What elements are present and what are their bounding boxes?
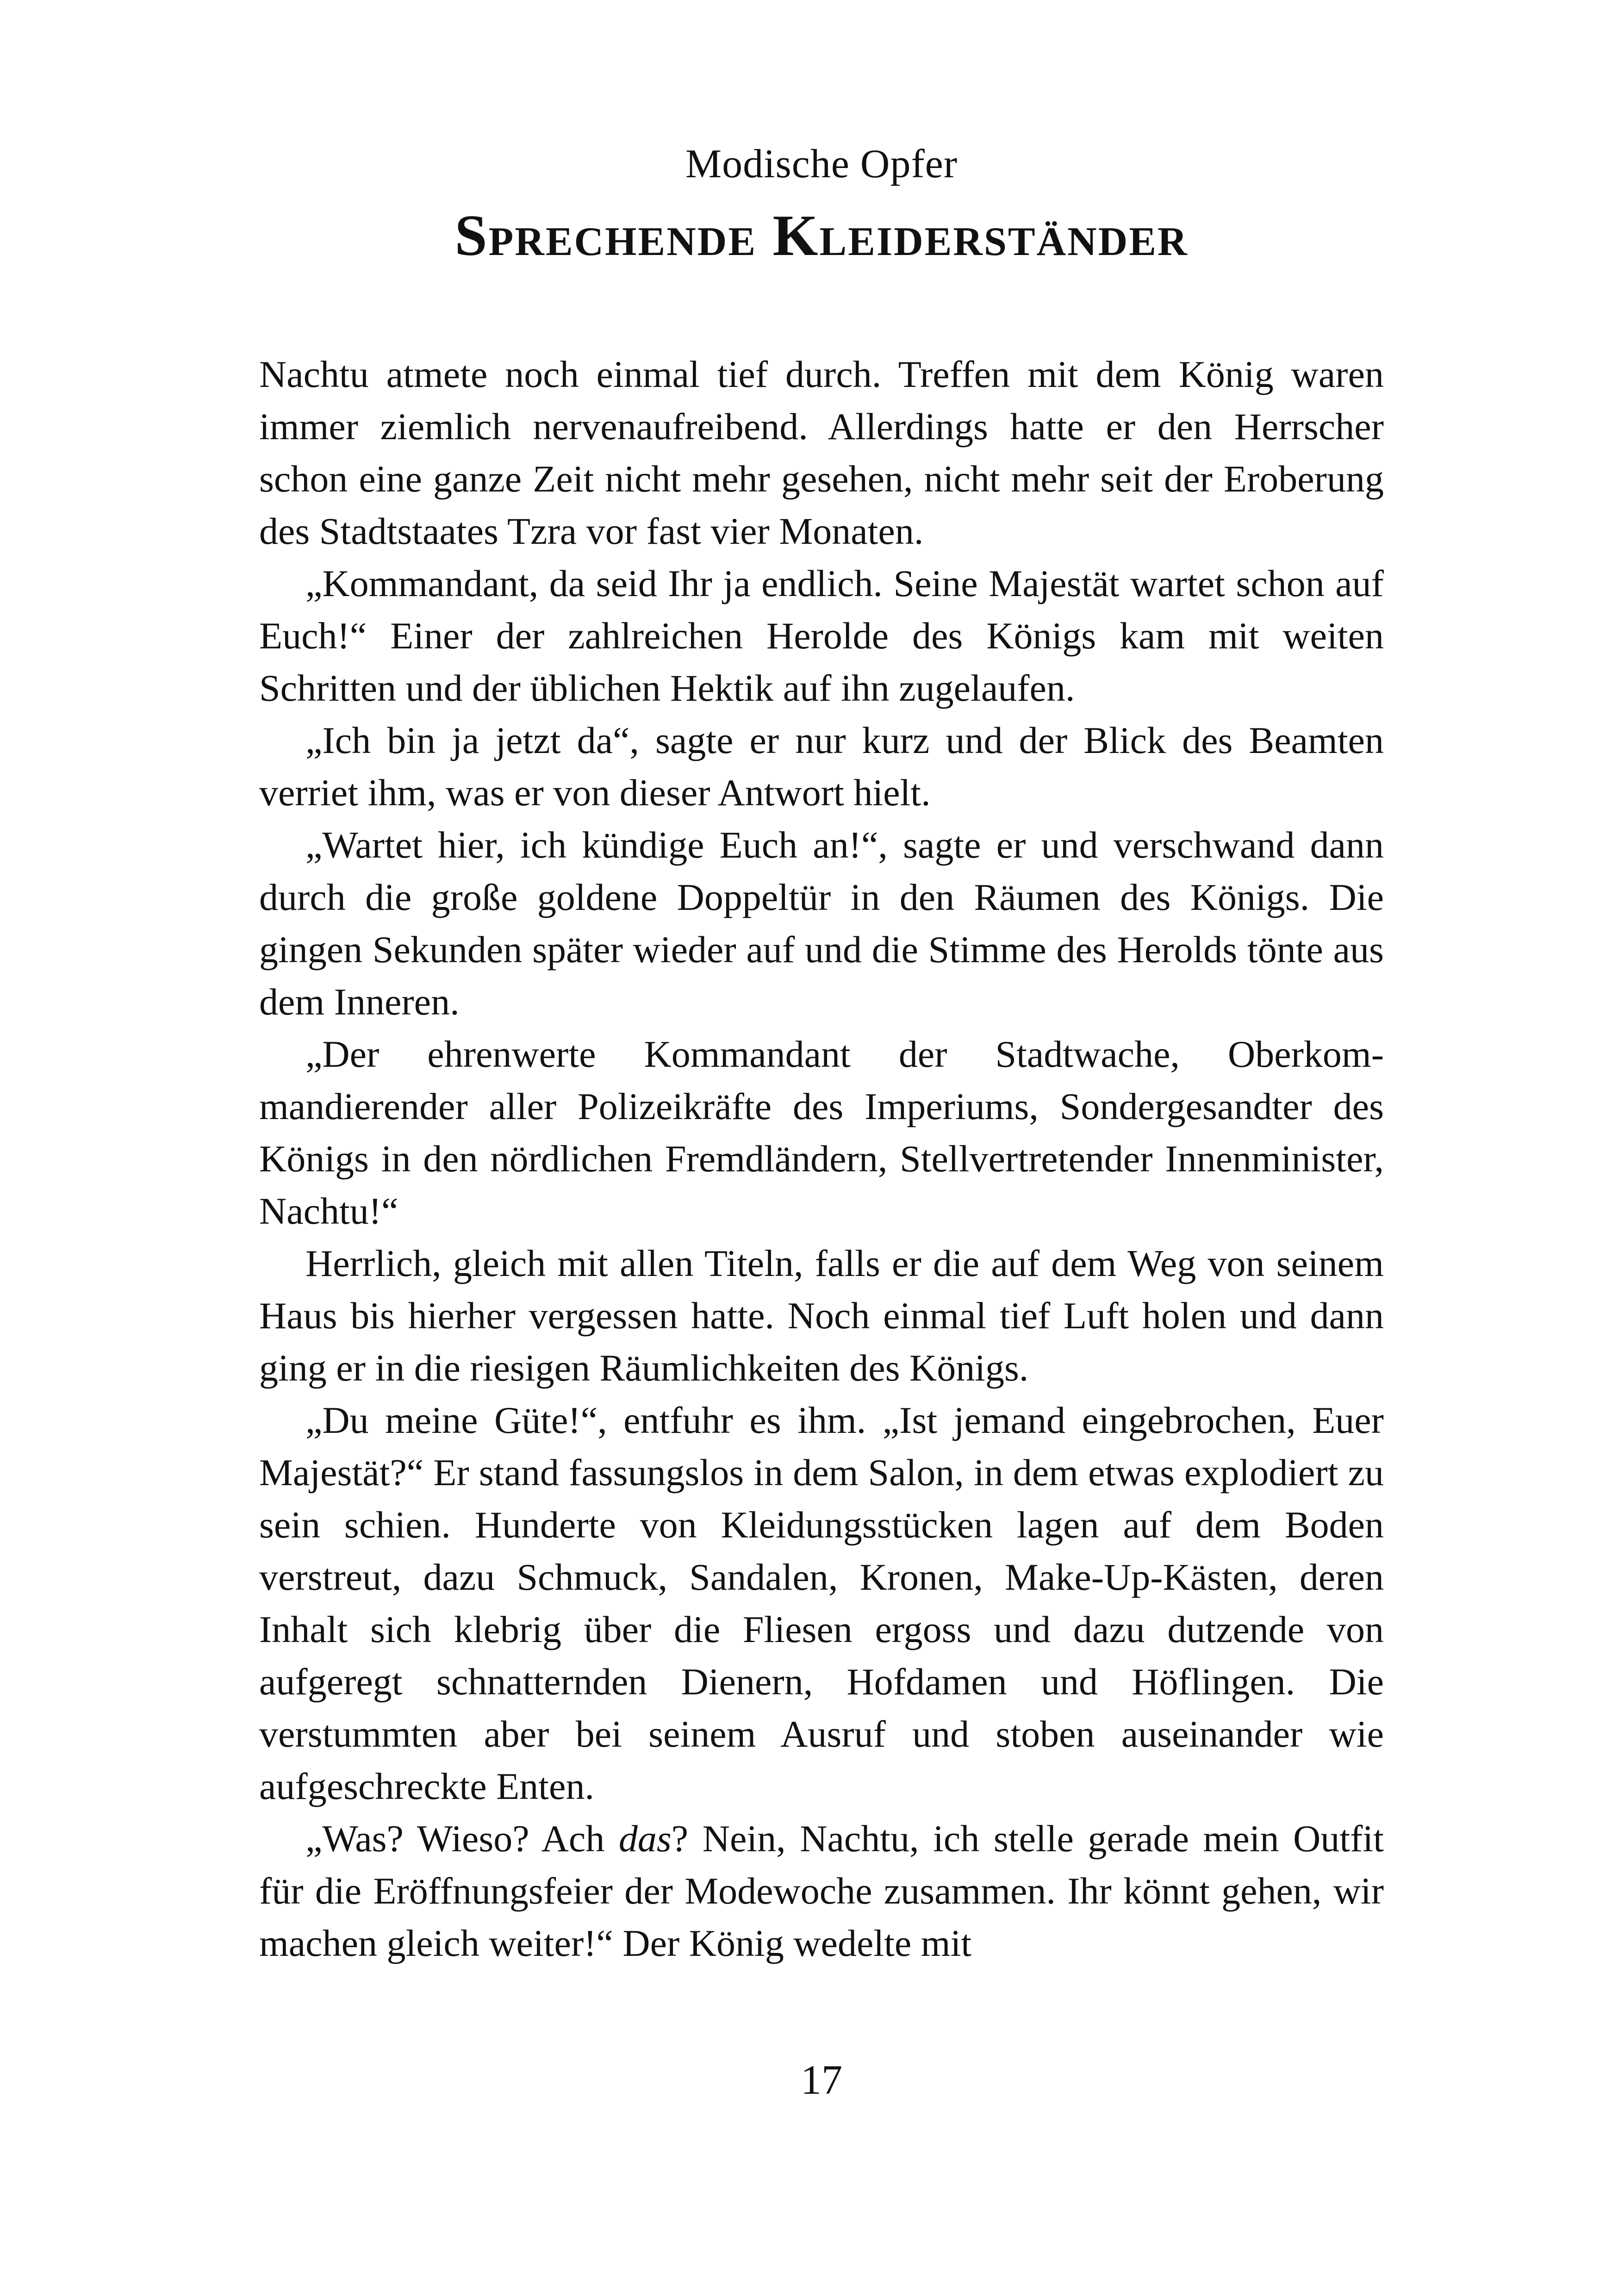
page-number: 17: [801, 2057, 842, 2103]
paragraph: „Wartet hier, ich kündige Euch an!“, sagte er und verschwand dann durch die große goldene Doppeltür in den Räumen des Königs. Die gingen Sekunden später wieder auf und die Stimme des Herolds tönte aus dem Inneren.: [259, 824, 1384, 1023]
emphasized-word: das: [618, 1817, 672, 1860]
paragraph: Nachtu atmete noch einmal tief durch. Treffen mit dem König waren immer ziemlich nervenaufreibend. Allerdings hatte er den Herrscher schon eine ganze Zeit nicht mehr gesehen, nicht mehr seit der Eroberung des Stadtstaates Tzra vor fast vier Monaten.: [259, 353, 1384, 552]
chapter-header: [259, 139, 1384, 273]
paragraph: Herrlich, gleich mit allen Titeln, falls er die auf dem Weg von seinem Haus bis hierher vergessen hatte. Noch einmal tief Luft holen und dann ging er in die riesigen Räumlichkeiten des Königs.: [259, 1242, 1384, 1389]
chapter-subtitle: Modische Opfer: [685, 142, 958, 187]
paragraph: „Der ehrenwerte Kommandant der Stadtwache, Oberkommandierender aller Polizeikräfte des Imperiums, Sondergesandter des Königs in den nördlichen Fremdländern, Stellvertretender Innenminister, Nachtu!“: [259, 1033, 1384, 1232]
chapter-body: [259, 348, 1384, 1969]
paragraph-text: „Was? Wieso? Ach: [305, 1817, 619, 1860]
paragraph-text: ? Nein, Nachtu, ich stelle gerade mein Outfit für die Eröffnungsfeier der Modewoche zusammen. Ihr könnt gehen, wir machen gleich weiter!“ Der König wedelte mit: [259, 1817, 1384, 1964]
chapter-title: Sprechende Kleiderständer: [454, 204, 1189, 268]
paragraph: „Du meine Güte!“, entfuhr es ihm. „Ist jemand eingebrochen, Euer Majestät?“ Er stand fassungslos in dem Salon, in dem etwas explodiert zu sein schien. Hunderte von Kleidungsstücken lagen auf dem Boden verstreut, dazu Schmuck, Sandalen, Kronen, Make-Up-Kästen, deren Inhalt sich klebrig über die Fliesen ergoss und dazu dutzende von aufgeregt schnatternden Dienern, Hofdamen und Höflingen. Die verstummten aber bei seinem Ausruf und stoben auseinander wie aufgeschreckte Enten.: [259, 1399, 1384, 1807]
paragraph: „Ich bin ja jetzt da“, sagte er nur kurz und der Blick des Beamten verriet ihm, was er von dieser Antwort hielt.: [259, 719, 1384, 814]
paragraph: „Kommandant, da seid Ihr ja endlich. Seine Majestät wartet schon auf Euch!“ Einer der zahlreichen Herolde des Königs kam mit weiten Schritten und der üblichen Hektik auf ihn zugelaufen.: [259, 562, 1384, 709]
paragraph: [259, 1812, 1384, 1969]
